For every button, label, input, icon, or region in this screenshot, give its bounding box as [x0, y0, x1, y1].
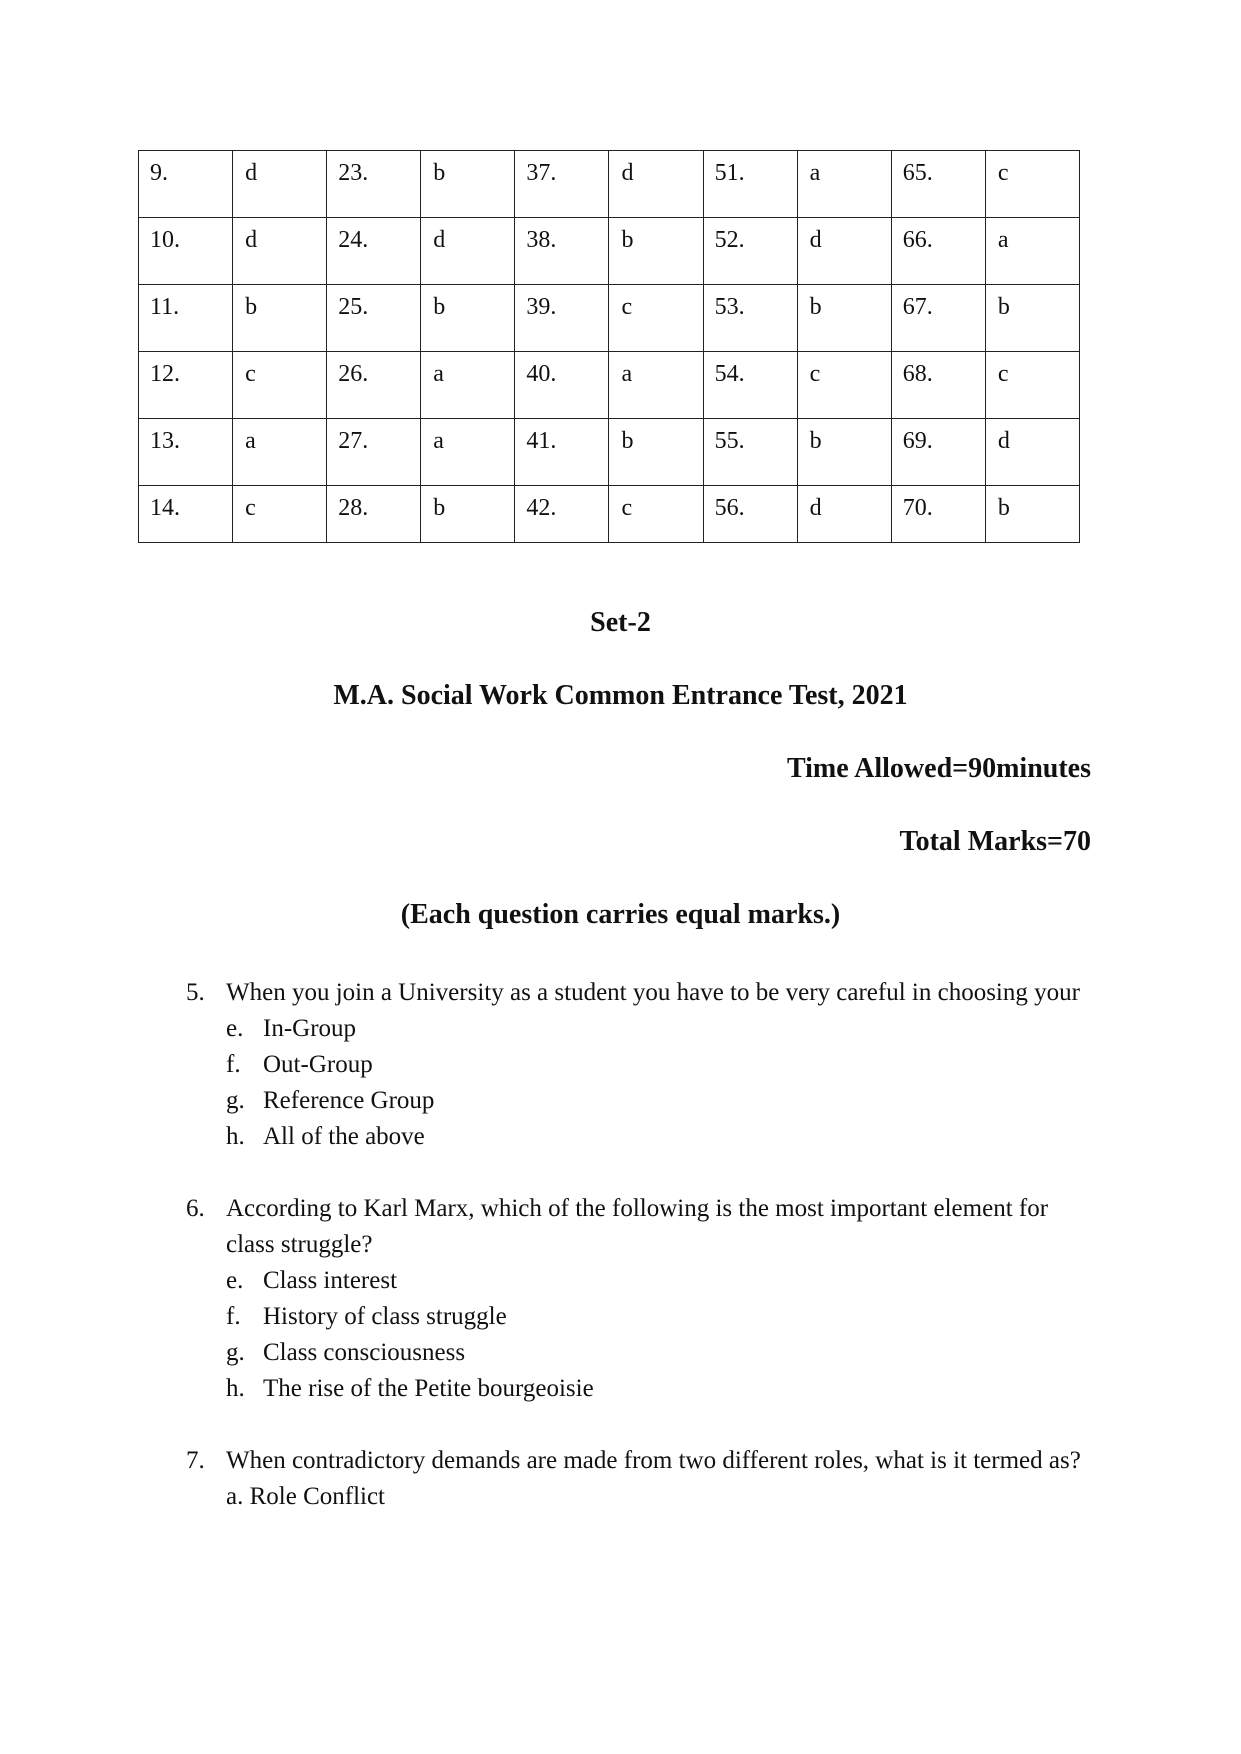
- option-item: [226, 1011, 1096, 1047]
- answer-cell: a: [421, 419, 515, 486]
- question-number-cell: 70.: [891, 486, 985, 543]
- option-letter: f.: [226, 1303, 241, 1330]
- option-text: Reference Group: [263, 1087, 435, 1114]
- answer-cell: b: [421, 486, 515, 543]
- option-item: [226, 1371, 1096, 1407]
- option-text: In-Group: [263, 1015, 357, 1042]
- question-number-cell: 28.: [327, 486, 421, 543]
- option-letter: h.: [226, 1375, 245, 1402]
- answer-cell: c: [985, 151, 1079, 218]
- answer-cell: b: [797, 419, 891, 486]
- question-number: 5.: [186, 979, 205, 1006]
- option-list: [186, 1011, 1096, 1155]
- question-number-cell: 41.: [515, 419, 609, 486]
- answer-cell: b: [797, 285, 891, 352]
- option-letter: g.: [226, 1087, 245, 1114]
- question-number-cell: 24.: [327, 218, 421, 285]
- question-number-cell: 38.: [515, 218, 609, 285]
- answer-cell: d: [797, 486, 891, 543]
- question-number-cell: 65.: [891, 151, 985, 218]
- question-7: [186, 1443, 1096, 1515]
- question-number-cell: 10.: [139, 218, 233, 285]
- question-list: [186, 975, 1096, 1551]
- table-row: [139, 218, 1080, 285]
- answer-cell: b: [421, 151, 515, 218]
- answer-cell: d: [233, 218, 327, 285]
- time-allowed: Time Allowed=90minutes: [786, 753, 1091, 784]
- answer-cell: b: [985, 285, 1079, 352]
- total-marks: Total Marks=70: [899, 826, 1091, 857]
- option-letter: g.: [226, 1339, 245, 1366]
- answer-cell: c: [985, 352, 1079, 419]
- option-item: [226, 1299, 1096, 1335]
- question-6: [186, 1191, 1096, 1407]
- answer-cell: d: [985, 419, 1079, 486]
- answer-key-table: [138, 150, 1080, 543]
- question-number-cell: 13.: [139, 419, 233, 486]
- option-item: [226, 1083, 1096, 1119]
- question-number-cell: 9.: [139, 151, 233, 218]
- question-text: When you join a University as a student you have to be very careful in choosing your: [226, 979, 1080, 1006]
- question-number-cell: 68.: [891, 352, 985, 419]
- question-5: [186, 975, 1096, 1155]
- question-number-cell: 66.: [891, 218, 985, 285]
- question-number-cell: 55.: [703, 419, 797, 486]
- answer-cell: a: [421, 352, 515, 419]
- answer-cell: d: [233, 151, 327, 218]
- question-text: According to Karl Marx, which of the following is the most important element for class struggle?: [226, 1195, 1049, 1258]
- option-item: [226, 1263, 1096, 1299]
- exam-title: M.A. Social Work Common Entrance Test, 2021: [333, 680, 908, 711]
- answer-cell: b: [421, 285, 515, 352]
- table-row: [139, 151, 1080, 218]
- question-number-cell: 27.: [327, 419, 421, 486]
- table-row: [139, 352, 1080, 419]
- question-number-cell: 67.: [891, 285, 985, 352]
- answer-cell: b: [985, 486, 1079, 543]
- question-number-cell: 69.: [891, 419, 985, 486]
- question-number-cell: 54.: [703, 352, 797, 419]
- answer-cell: c: [797, 352, 891, 419]
- option-item: [226, 1047, 1096, 1083]
- answer-cell: c: [609, 285, 703, 352]
- question-number: 7.: [186, 1447, 205, 1474]
- option-letter: e.: [226, 1015, 244, 1042]
- answer-cell: d: [797, 218, 891, 285]
- set-label: Set-2: [590, 607, 651, 638]
- answer-cell: b: [609, 419, 703, 486]
- answer-cell: b: [233, 285, 327, 352]
- option-text: Class consciousness: [263, 1339, 466, 1366]
- question-number-cell: 42.: [515, 486, 609, 543]
- question-number-cell: 23.: [327, 151, 421, 218]
- answer-cell: a: [609, 352, 703, 419]
- option-letter: f.: [226, 1051, 241, 1078]
- option-text: Class interest: [263, 1267, 398, 1294]
- option-list: [186, 1263, 1096, 1407]
- answer-cell: c: [233, 352, 327, 419]
- question-text: When contradictory demands are made from two different roles, what is it termed as?: [226, 1447, 1081, 1474]
- option-item: a. Role Conflict: [226, 1483, 385, 1510]
- option-text: All of the above: [263, 1123, 425, 1150]
- question-number-cell: 14.: [139, 486, 233, 543]
- answer-cell: b: [609, 218, 703, 285]
- table-row: [139, 486, 1080, 543]
- question-number-cell: 11.: [139, 285, 233, 352]
- table-row: [139, 285, 1080, 352]
- option-letter: e.: [226, 1267, 244, 1294]
- answer-cell: c: [609, 486, 703, 543]
- question-number-cell: 56.: [703, 486, 797, 543]
- answer-cell: a: [797, 151, 891, 218]
- question-number-cell: 51.: [703, 151, 797, 218]
- question-number-cell: 53.: [703, 285, 797, 352]
- option-text: The rise of the Petite bourgeoisie: [263, 1375, 594, 1402]
- answer-cell: d: [421, 218, 515, 285]
- question-number-cell: 25.: [327, 285, 421, 352]
- answer-cell: a: [233, 419, 327, 486]
- question-number-cell: 40.: [515, 352, 609, 419]
- question-number-cell: 12.: [139, 352, 233, 419]
- option-item: [226, 1119, 1096, 1155]
- question-number: 6.: [186, 1195, 205, 1222]
- question-number-cell: 52.: [703, 218, 797, 285]
- table-row: [139, 419, 1080, 486]
- answer-cell: c: [233, 486, 327, 543]
- option-letter: h.: [226, 1123, 245, 1150]
- option-text: History of class struggle: [263, 1303, 507, 1330]
- question-number-cell: 26.: [327, 352, 421, 419]
- option-text: Out-Group: [263, 1051, 373, 1078]
- marks-instruction: (Each question carries equal marks.): [400, 899, 841, 930]
- option-item: [226, 1335, 1096, 1371]
- answer-cell: a: [985, 218, 1079, 285]
- answer-cell: d: [609, 151, 703, 218]
- question-number-cell: 39.: [515, 285, 609, 352]
- question-number-cell: 37.: [515, 151, 609, 218]
